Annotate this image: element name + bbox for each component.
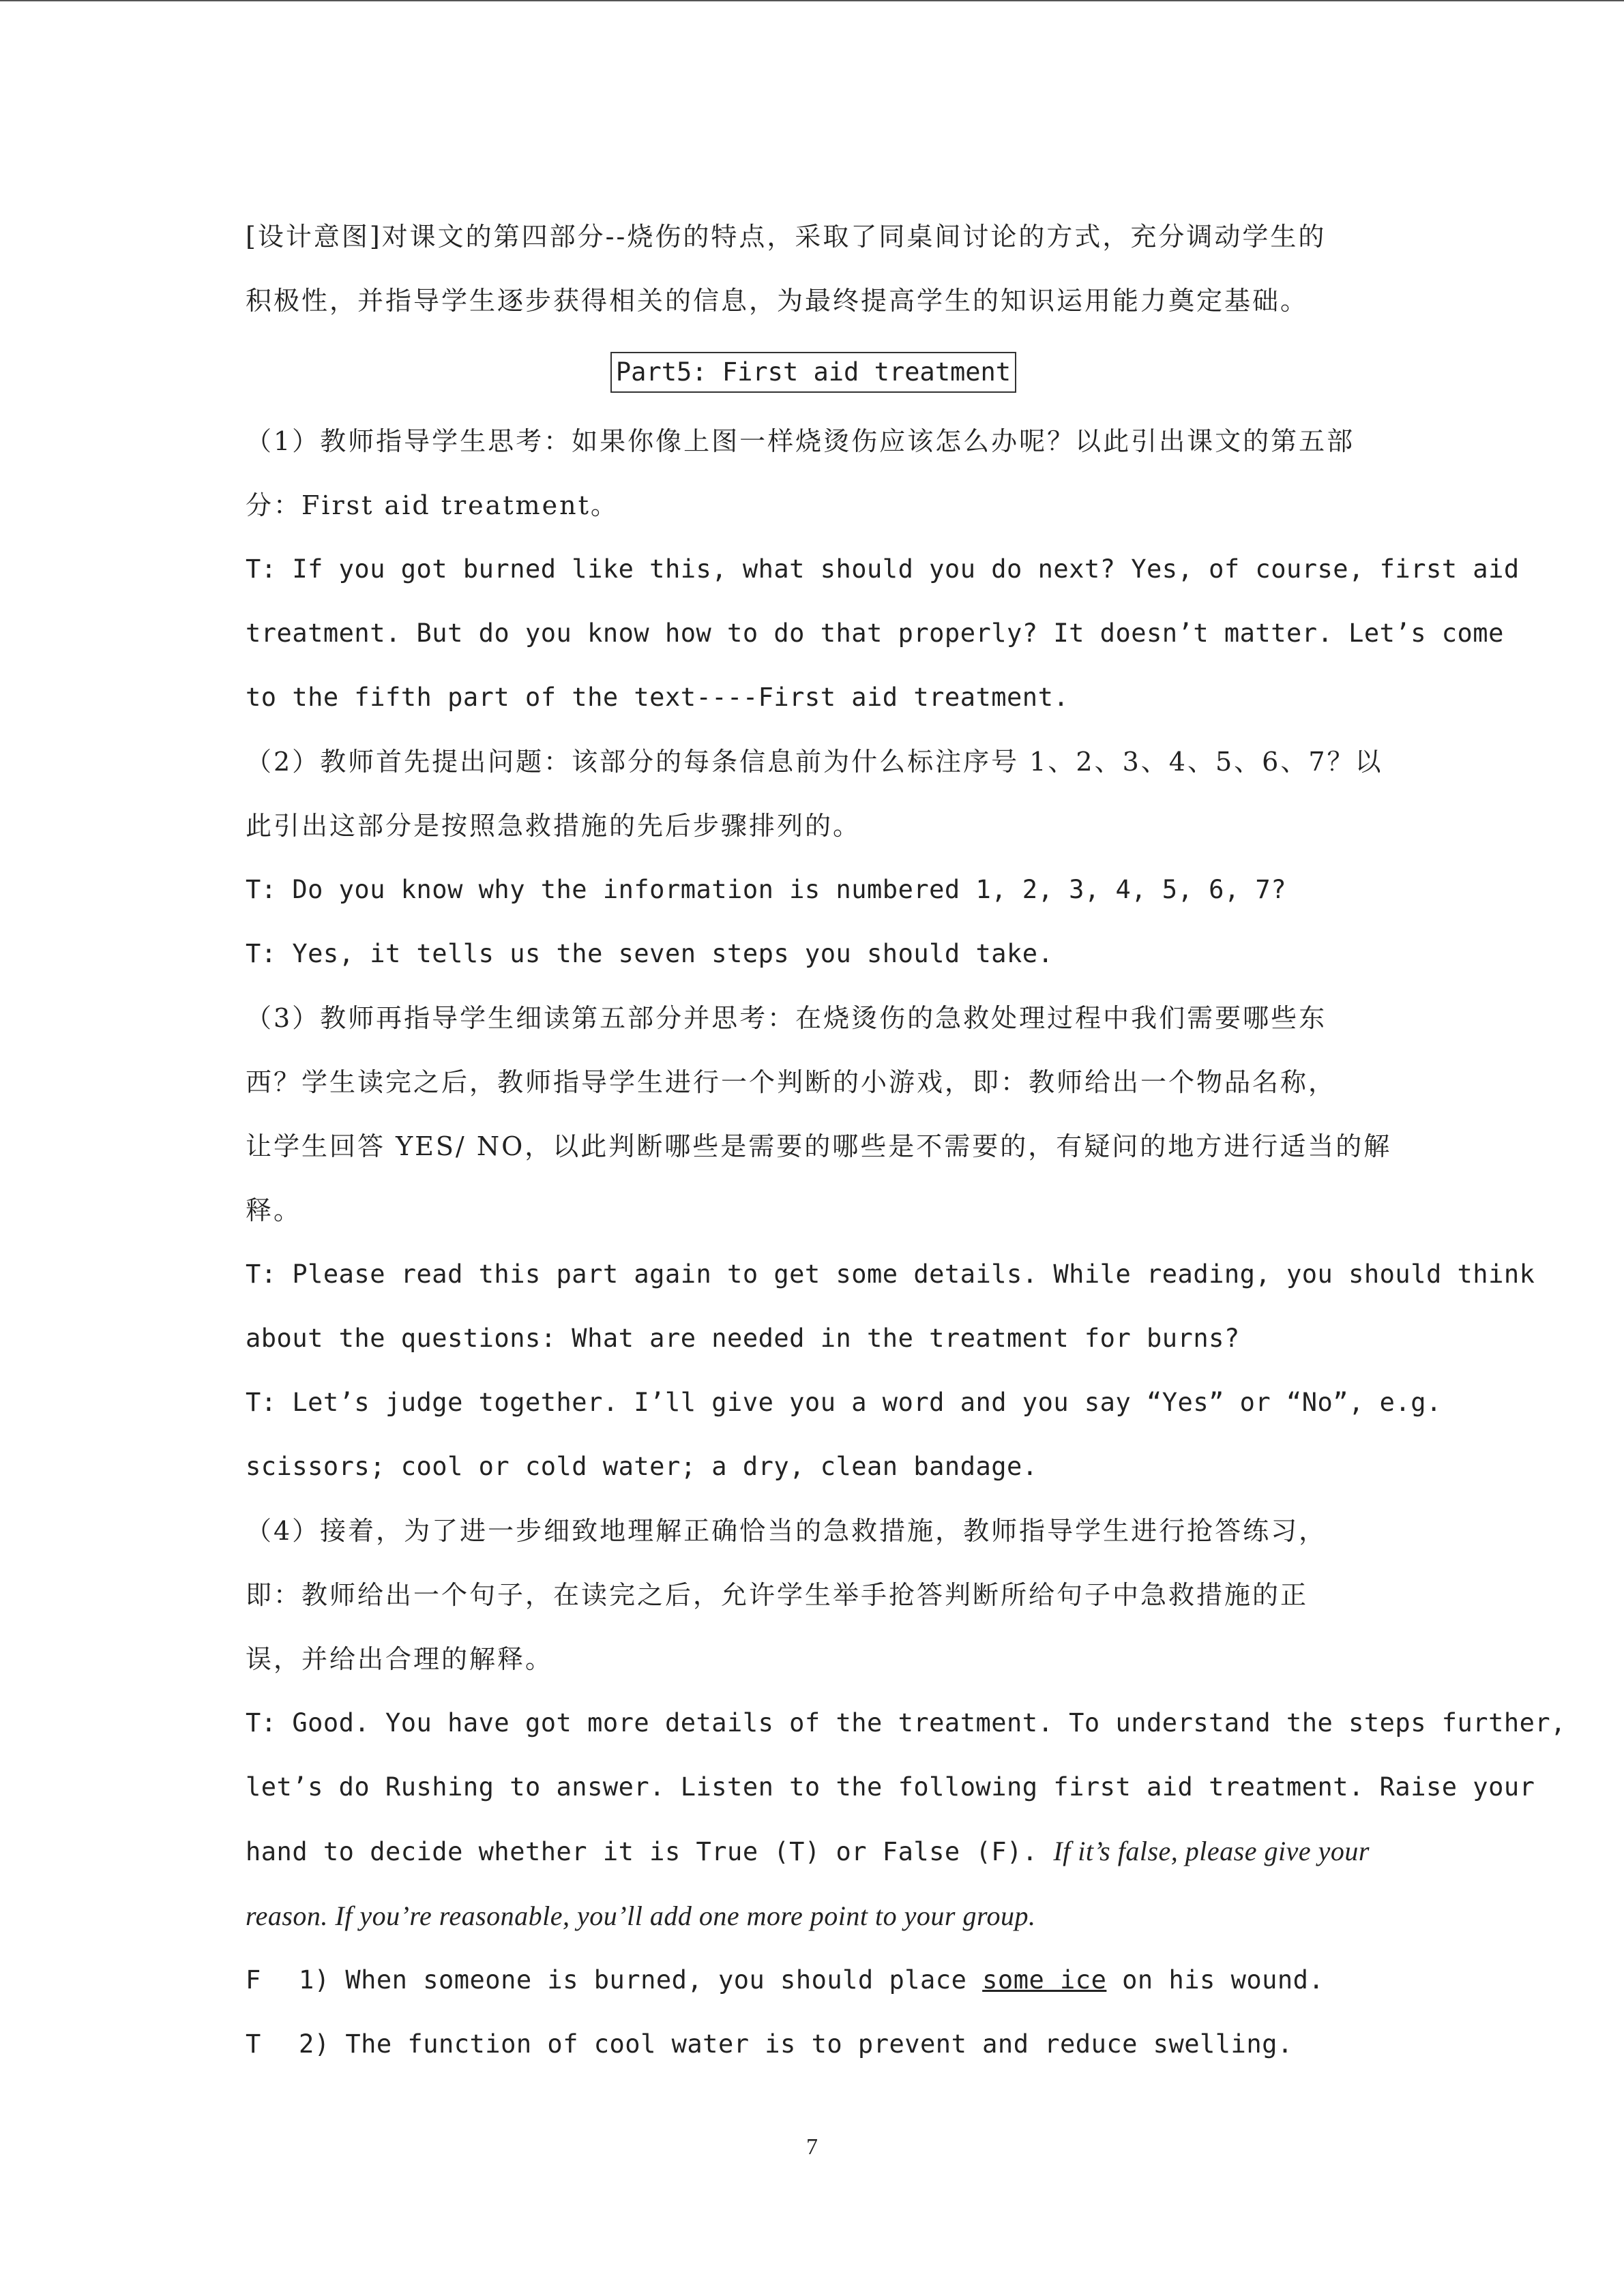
document-body [246,205,1566,2076]
teacher-line: T: Please read this part again to get some details. While reading, you should think [246,1259,1535,1289]
page-number: 7 [806,2134,818,2160]
step-1-line-a: （1）教师指导学生思考：如果你像上图一样烧烫伤应该怎么办呢？以此引出课文的第五部 [246,426,1355,456]
answer-mark: F [246,1965,261,1995]
item-text: 1) When someone is burned, you should place [299,1965,983,1995]
teacher-line: T: Good. You have got more details of the treatment. To understand the steps further, [246,1708,1566,1738]
page-top-border [0,0,1624,1]
design-intent-line-1: [设计意图]对课文的第四部分--烧伤的特点，采取了同桌间讨论的方式，充分调动学生的 [246,222,1327,252]
teacher-line: T: If you got burned like this, what should you do next? Yes, of course, first aid [246,554,1520,584]
true-false-instruction [246,1819,1381,1884]
teacher-line: let’s do Rushing to answer. Listen to the following first aid treatment. Raise your [246,1772,1535,1802]
step-3-line-c: 让学生回答 YES/ NO，以此判断哪些是需要的哪些是不需要的，有疑问的地方进行适当的解 [246,1131,1392,1161]
step-4-line-a: （4）接着，为了进一步细致地理解正确恰当的急救措施，教师指导学生进行抢答练习， [246,1516,1327,1546]
step-1-line-b: 分：First aid treatment。 [246,490,619,520]
teacher-line: T: Yes, it tells us the seven steps you should take. [246,939,1054,968]
step-4-line-c: 误，并给出合理的解释。 [246,1644,554,1674]
teacher-line: about the questions: What are needed in the treatment for burns? [246,1324,1240,1353]
answer-mark: T [246,2029,261,2059]
instruction-text: hand to decide whether it is True (T) or False (F). [246,1837,1054,1866]
teacher-line: T: Let’s judge together. I’ll give you a word and you say “Yes” or “No”, e.g. [246,1388,1442,1417]
design-intent-line-2: 积极性，并指导学生逐步获得相关的信息，为最终提高学生的知识运用能力奠定基础。 [246,286,1309,316]
step-2-line-a: （2）教师首先提出问题：该部分的每条信息前为什么标注序号 1、2、3、4、5、6、7？以 [246,747,1383,777]
step-3-line-b: 西？学生读完之后，教师指导学生进行一个判断的小游戏，即：教师给出一个物品名称， [246,1067,1337,1097]
step-3-line-d: 释。 [246,1195,302,1225]
item-text: on his wound. [1106,1965,1325,1995]
teacher-line: treatment. But do you know how to do that properly? It doesn’t matter. Let’s come [246,618,1504,648]
section-heading: Part5: First aid treatment [610,352,1016,393]
true-false-item-1 [246,1948,1381,2012]
teacher-line: T: Do you know why the information is numbered 1, 2, 3, 4, 5, 6, 7? [246,875,1286,904]
step-4-line-b: 即：教师给出一个句子，在读完之后，允许学生举手抢答判断所给句子中急救措施的正 [246,1580,1309,1610]
instruction-italic: If it’s false, please give your [1053,1836,1370,1866]
step-3-line-a: （3）教师再指导学生细读第五部分并思考：在烧烫伤的急救处理过程中我们需要哪些东 [246,1003,1327,1033]
step-2-line-b: 此引出这部分是按照急救措施的先后步骤排列的。 [246,811,861,841]
underlined-phrase: some ice [982,1965,1107,1995]
reason-instruction: reason. If you’re reasonable, you’ll add one more point to your group. [246,1900,1036,1931]
true-false-item-2 [246,2012,1381,2076]
teacher-line: to the fifth part of the text----First aid treatment. [246,683,1069,712]
section-heading-row [246,345,1381,409]
teacher-line: scissors; cool or cold water; a dry, clean bandage. [246,1452,1038,1481]
item-text: 2) The function of cool water is to prevent and reduce swelling. [299,2029,1293,2059]
